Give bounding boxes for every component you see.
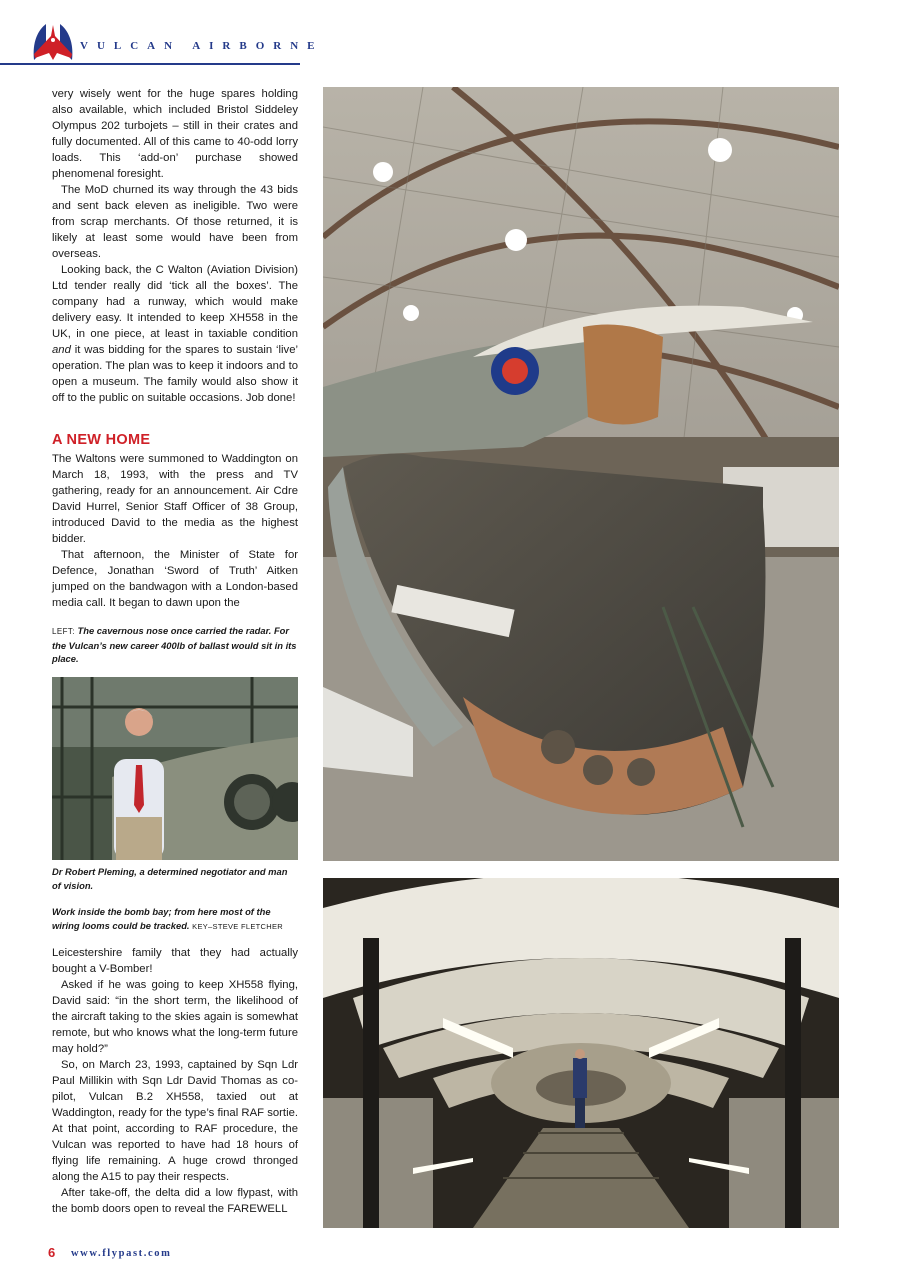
photo-credit: KEY–STEVE FLETCHER — [192, 921, 283, 931]
paragraph: After take-off, the delta did a low flypast, with the bomb doors open to reveal the FAREWELL — [52, 1187, 298, 1215]
article-column-top — [52, 86, 298, 406]
article-column-bottom — [52, 945, 298, 1217]
caption-nose — [52, 624, 298, 666]
paragraph: So, on March 23, 1993, captained by Sqn Ldr Paul Millikin with Sqn Ldr David Thomas as co-pilot, Vulcan B.2 XH558, taxied out at Waddington, ready for the type’s final RAF sortie. At that point, according to RAF procedure, the Vulcan was reported to have had 18 hours of flying life remaining. A huge crowd thronged along the A15 to pay their respects. — [52, 1059, 298, 1183]
paragraph: Leicestershire family that they had actually bought a V-Bomber! — [52, 947, 298, 975]
photo-bomb-bay — [323, 878, 839, 1228]
section-heading: A NEW HOME — [52, 432, 151, 448]
paragraph: Asked if he was going to keep XH558 flying, David said: “in the short term, the likelihood of the aircraft taking to the skies again is somewhat remote, but who knows what the long-term future may hold?” — [52, 979, 298, 1055]
paragraph: That afternoon, the Minister of State for Defence, Jonathan ‘Sword of Truth’ Aitken jumped on the bandwagon with a London-based media call. It began to dawn upon the — [52, 549, 298, 609]
emphasis: and — [52, 344, 71, 356]
caption-bomb-bay — [52, 905, 298, 933]
page-number: 6 — [48, 1245, 56, 1260]
paragraph: very wisely went for the huge spares holding also available, which included Bristol Siddeley Olympus 202 turbojets – still in their crates and fully documented. All of this came to 40-odd lorry loads. This ‘add-on’ purchase showed phenomenal foresight. — [52, 88, 298, 180]
photo-robert-pleming — [52, 677, 298, 860]
paragraph: The Waltons were summoned to Waddington on March 18, 1993, with the press and TV gathering, ready for an announcement. Air Cdre David Hurrel, Senior Staff Officer of 38 Group, introduced David to the media as the highest bidder. — [52, 453, 298, 545]
article-column-mid — [52, 451, 298, 611]
header-divider — [0, 63, 300, 65]
footer-url: www.flypast.com — [71, 1248, 172, 1259]
paragraph: Looking back, the C Walton (Aviation Division) Ltd tender really did ‘tick all the boxes’. The company had a runway, which would make delivery easy. It intended to keep XH558 in the UK, in one piece, at least in taxiable condition and it was bidding for the spares to sustain ‘live’ operation. The plan was to keep it indoors and to open a museum. The family would also show it off to the public on suitable occasions. Job done! — [52, 264, 298, 404]
photo-vulcan-nose-hangar — [323, 87, 839, 861]
header-title: VULCAN AIRBORNE — [80, 40, 324, 52]
paragraph: The MoD churned its way through the 43 bids and sent back eleven as ineligible. Two were from scrap merchants. Of those returned, it is likely at least some would have been from overseas. — [52, 184, 298, 260]
caption-text: Work inside the bomb bay; from here most of the wiring looms could be tracked. — [52, 906, 271, 931]
caption-label: LEFT: — [52, 627, 75, 636]
caption-pleming — [52, 865, 298, 892]
vulcan-logo-icon — [30, 22, 76, 64]
caption-text: The cavernous nose once carried the radar. For the Vulcan’s new career 400lb of ballast would sit in its place. — [52, 625, 297, 664]
caption-text: Dr Robert Pleming, a determined negotiator and man of vision. — [52, 866, 288, 891]
